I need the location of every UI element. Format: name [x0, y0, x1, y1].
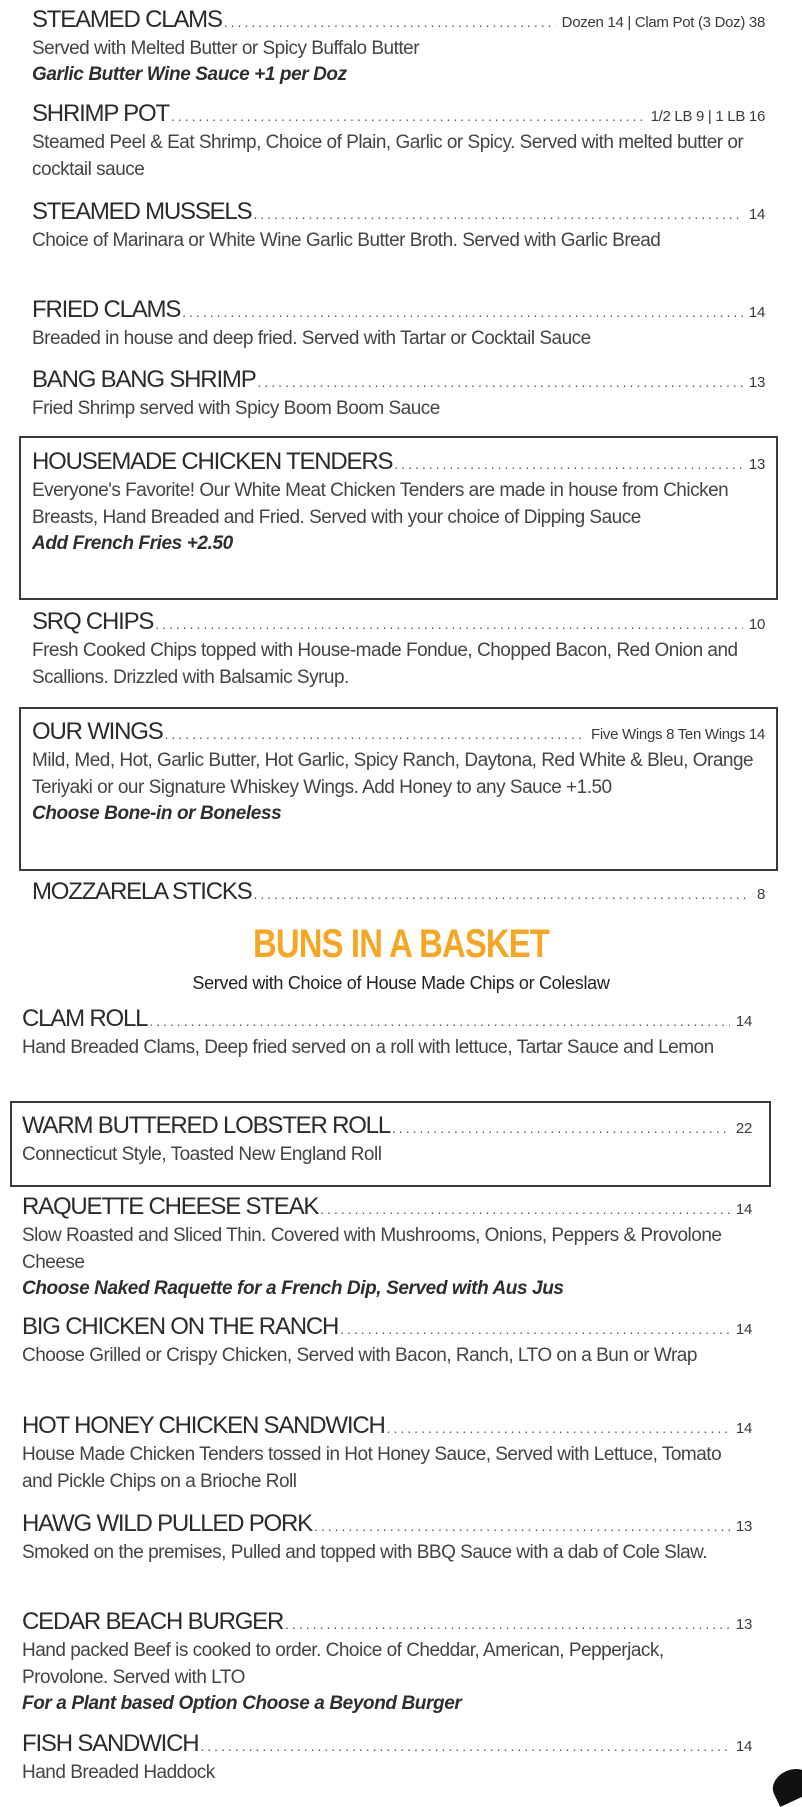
item-price: 13: [748, 374, 765, 391]
item-price: 10: [748, 616, 765, 633]
leader-dots: [394, 456, 743, 472]
menu-item-steamed-mussels: [32, 198, 765, 254]
item-description: Served with Melted Butter or Spicy Buffalo Butter: [32, 38, 420, 59]
item-name: SHRIMP POT: [32, 100, 169, 127]
leader-dots: [171, 108, 645, 124]
menu-item-hot-honey-chicken: [22, 1412, 752, 1495]
section-subtitle: Served with Choice of House Made Chips or Coleslaw: [192, 973, 610, 993]
item-price: 14: [735, 1013, 752, 1030]
item-name: WARM BUTTERED LOBSTER ROLL: [22, 1112, 390, 1139]
item-note: Garlic Butter Wine Sauce +1 per Doz: [32, 64, 347, 85]
item-name: BANG BANG SHRIMP: [32, 366, 256, 393]
item-note: Add French Fries +2.50: [32, 533, 233, 554]
item-name: RAQUETTE CHEESE STEAK: [22, 1193, 319, 1220]
item-description: Hand Breaded Haddock: [22, 1762, 215, 1783]
leader-dots: [253, 206, 743, 222]
leader-dots: [224, 14, 556, 30]
menu-item-lobster-roll: [22, 1112, 752, 1168]
item-price: 22: [735, 1120, 752, 1137]
menu-item-fried-clams: [32, 296, 765, 352]
item-name: MOZZARELA STICKS: [32, 878, 252, 905]
section-title-buns-in-a-basket: BUNS IN A BASKET: [252, 922, 550, 966]
item-price: Dozen 14 | Clam Pot (3 Doz) 38: [561, 14, 765, 31]
item-description: House Made Chicken Tenders tossed in Hot Honey Sauce, Served with Lettuce, Tomato and Pickle Chips on a Brioche Roll: [22, 1444, 722, 1492]
item-price: 13: [735, 1518, 752, 1535]
menu-item-chicken-tenders: [32, 448, 765, 557]
leader-dots: [387, 1420, 730, 1436]
item-name: HOT HONEY CHICKEN SANDWICH: [22, 1412, 385, 1439]
item-price: 14: [735, 1201, 752, 1218]
page-corner-shape: [768, 1763, 802, 1807]
menu-item-fish-sandwich: [22, 1730, 752, 1786]
menu-item-clam-roll: [22, 1005, 752, 1061]
leader-dots: [285, 1616, 730, 1632]
item-note: For a Plant based Option Choose a Beyond Burger: [22, 1693, 462, 1714]
leader-dots: [182, 304, 743, 320]
item-name: FRIED CLAMS: [32, 296, 181, 323]
item-price: 14: [748, 304, 765, 321]
item-price: 14: [748, 206, 765, 223]
item-name: HAWG WILD PULLED PORK: [22, 1510, 312, 1537]
leader-dots: [149, 1013, 730, 1029]
item-description: Choose Grilled or Crispy Chicken, Served with Bacon, Ranch, LTO on a Bun or Wrap: [22, 1345, 697, 1366]
item-description: Connecticut Style, Toasted New England Roll: [22, 1144, 382, 1165]
item-price: 13: [748, 456, 765, 473]
item-description: Fried Shrimp served with Spicy Boom Boom Sauce: [32, 398, 440, 419]
item-name: SRQ CHIPS: [32, 608, 154, 635]
item-name: HOUSEMADE CHICKEN TENDERS: [32, 448, 393, 475]
menu-item-cedar-beach-burger: [22, 1608, 752, 1717]
leader-dots: [165, 726, 586, 742]
item-description: Hand Breaded Clams, Deep fried served on a roll with lettuce, Tartar Sauce and Lemon: [22, 1037, 714, 1058]
leader-dots: [314, 1518, 730, 1534]
item-price: 14: [735, 1738, 752, 1755]
item-description: Breaded in house and deep fried. Served with Tartar or Cocktail Sauce: [32, 328, 591, 349]
leader-dots: [155, 616, 743, 632]
menu-item-srq-chips: [32, 608, 765, 691]
item-description: Choice of Marinara or White Wine Garlic Butter Broth. Served with Garlic Bread: [32, 230, 661, 251]
item-name: FISH SANDWICH: [22, 1730, 199, 1757]
item-description: Everyone's Favorite! Our White Meat Chicken Tenders are made in house from Chicken Breasts, Hand Breaded and Fried. Served with your choice of Dipping Sauce: [32, 480, 729, 528]
item-note: Choose Naked Raquette for a French Dip, Served with Aus Jus: [22, 1278, 564, 1299]
item-name: STEAMED CLAMS: [32, 6, 222, 33]
leader-dots: [340, 1321, 730, 1337]
item-price: 1/2 LB 9 | 1 LB 16: [650, 108, 765, 125]
menu-item-big-chicken-ranch: [22, 1313, 752, 1369]
item-name: OUR WINGS: [32, 718, 163, 745]
item-price: Five Wings 8 Ten Wings 14: [591, 726, 765, 743]
menu-item-our-wings: [32, 718, 765, 827]
item-name: STEAMED MUSSELS: [32, 198, 252, 225]
item-description: Slow Roasted and Sliced Thin. Covered with Mushrooms, Onions, Peppers & Provolone Cheese: [22, 1225, 722, 1273]
leader-dots: [258, 374, 743, 390]
item-price: 14: [735, 1321, 752, 1338]
menu-item-hawg-wild-pulled-pork: [22, 1510, 752, 1566]
leader-dots: [200, 1738, 730, 1754]
item-name: CEDAR BEACH BURGER: [22, 1608, 284, 1635]
menu-item-raquette-cheese-steak: [22, 1193, 752, 1302]
item-price: 8: [756, 886, 765, 903]
item-price: 13: [735, 1616, 752, 1633]
item-description: Mild, Med, Hot, Garlic Butter, Hot Garlic, Spicy Ranch, Daytona, Red White & Bleu, Orange Teriyaki or our Signature Whiskey Wings. Add Honey to any Sauce +1.50: [32, 750, 754, 798]
item-description: Hand packed Beef is cooked to order. Choice of Cheddar, American, Pepperjack, Provolone. Served with LTO: [22, 1640, 664, 1688]
item-name: BIG CHICKEN ON THE RANCH: [22, 1313, 339, 1340]
leader-dots: [320, 1201, 730, 1217]
leader-dots: [254, 886, 751, 902]
menu-item-shrimp-pot: [32, 100, 765, 183]
menu-item-steamed-clams: [32, 6, 765, 88]
item-description: Smoked on the premises, Pulled and topped with BBQ Sauce with a dab of Cole Slaw.: [22, 1542, 708, 1563]
item-description: Steamed Peel & Eat Shrimp, Choice of Plain, Garlic or Spicy. Served with melted butter or cocktail sauce: [32, 132, 744, 180]
item-price: 14: [735, 1420, 752, 1437]
menu-item-bang-bang-shrimp: [32, 366, 765, 422]
leader-dots: [392, 1120, 730, 1136]
item-description: Fresh Cooked Chips topped with House-made Fondue, Chopped Bacon, Red Onion and Scallions. Drizzled with Balsamic Syrup.: [32, 640, 738, 688]
item-name: CLAM ROLL: [22, 1005, 148, 1032]
menu-item-mozzarela-sticks: [32, 878, 765, 906]
item-note: Choose Bone-in or Boneless: [32, 803, 282, 824]
